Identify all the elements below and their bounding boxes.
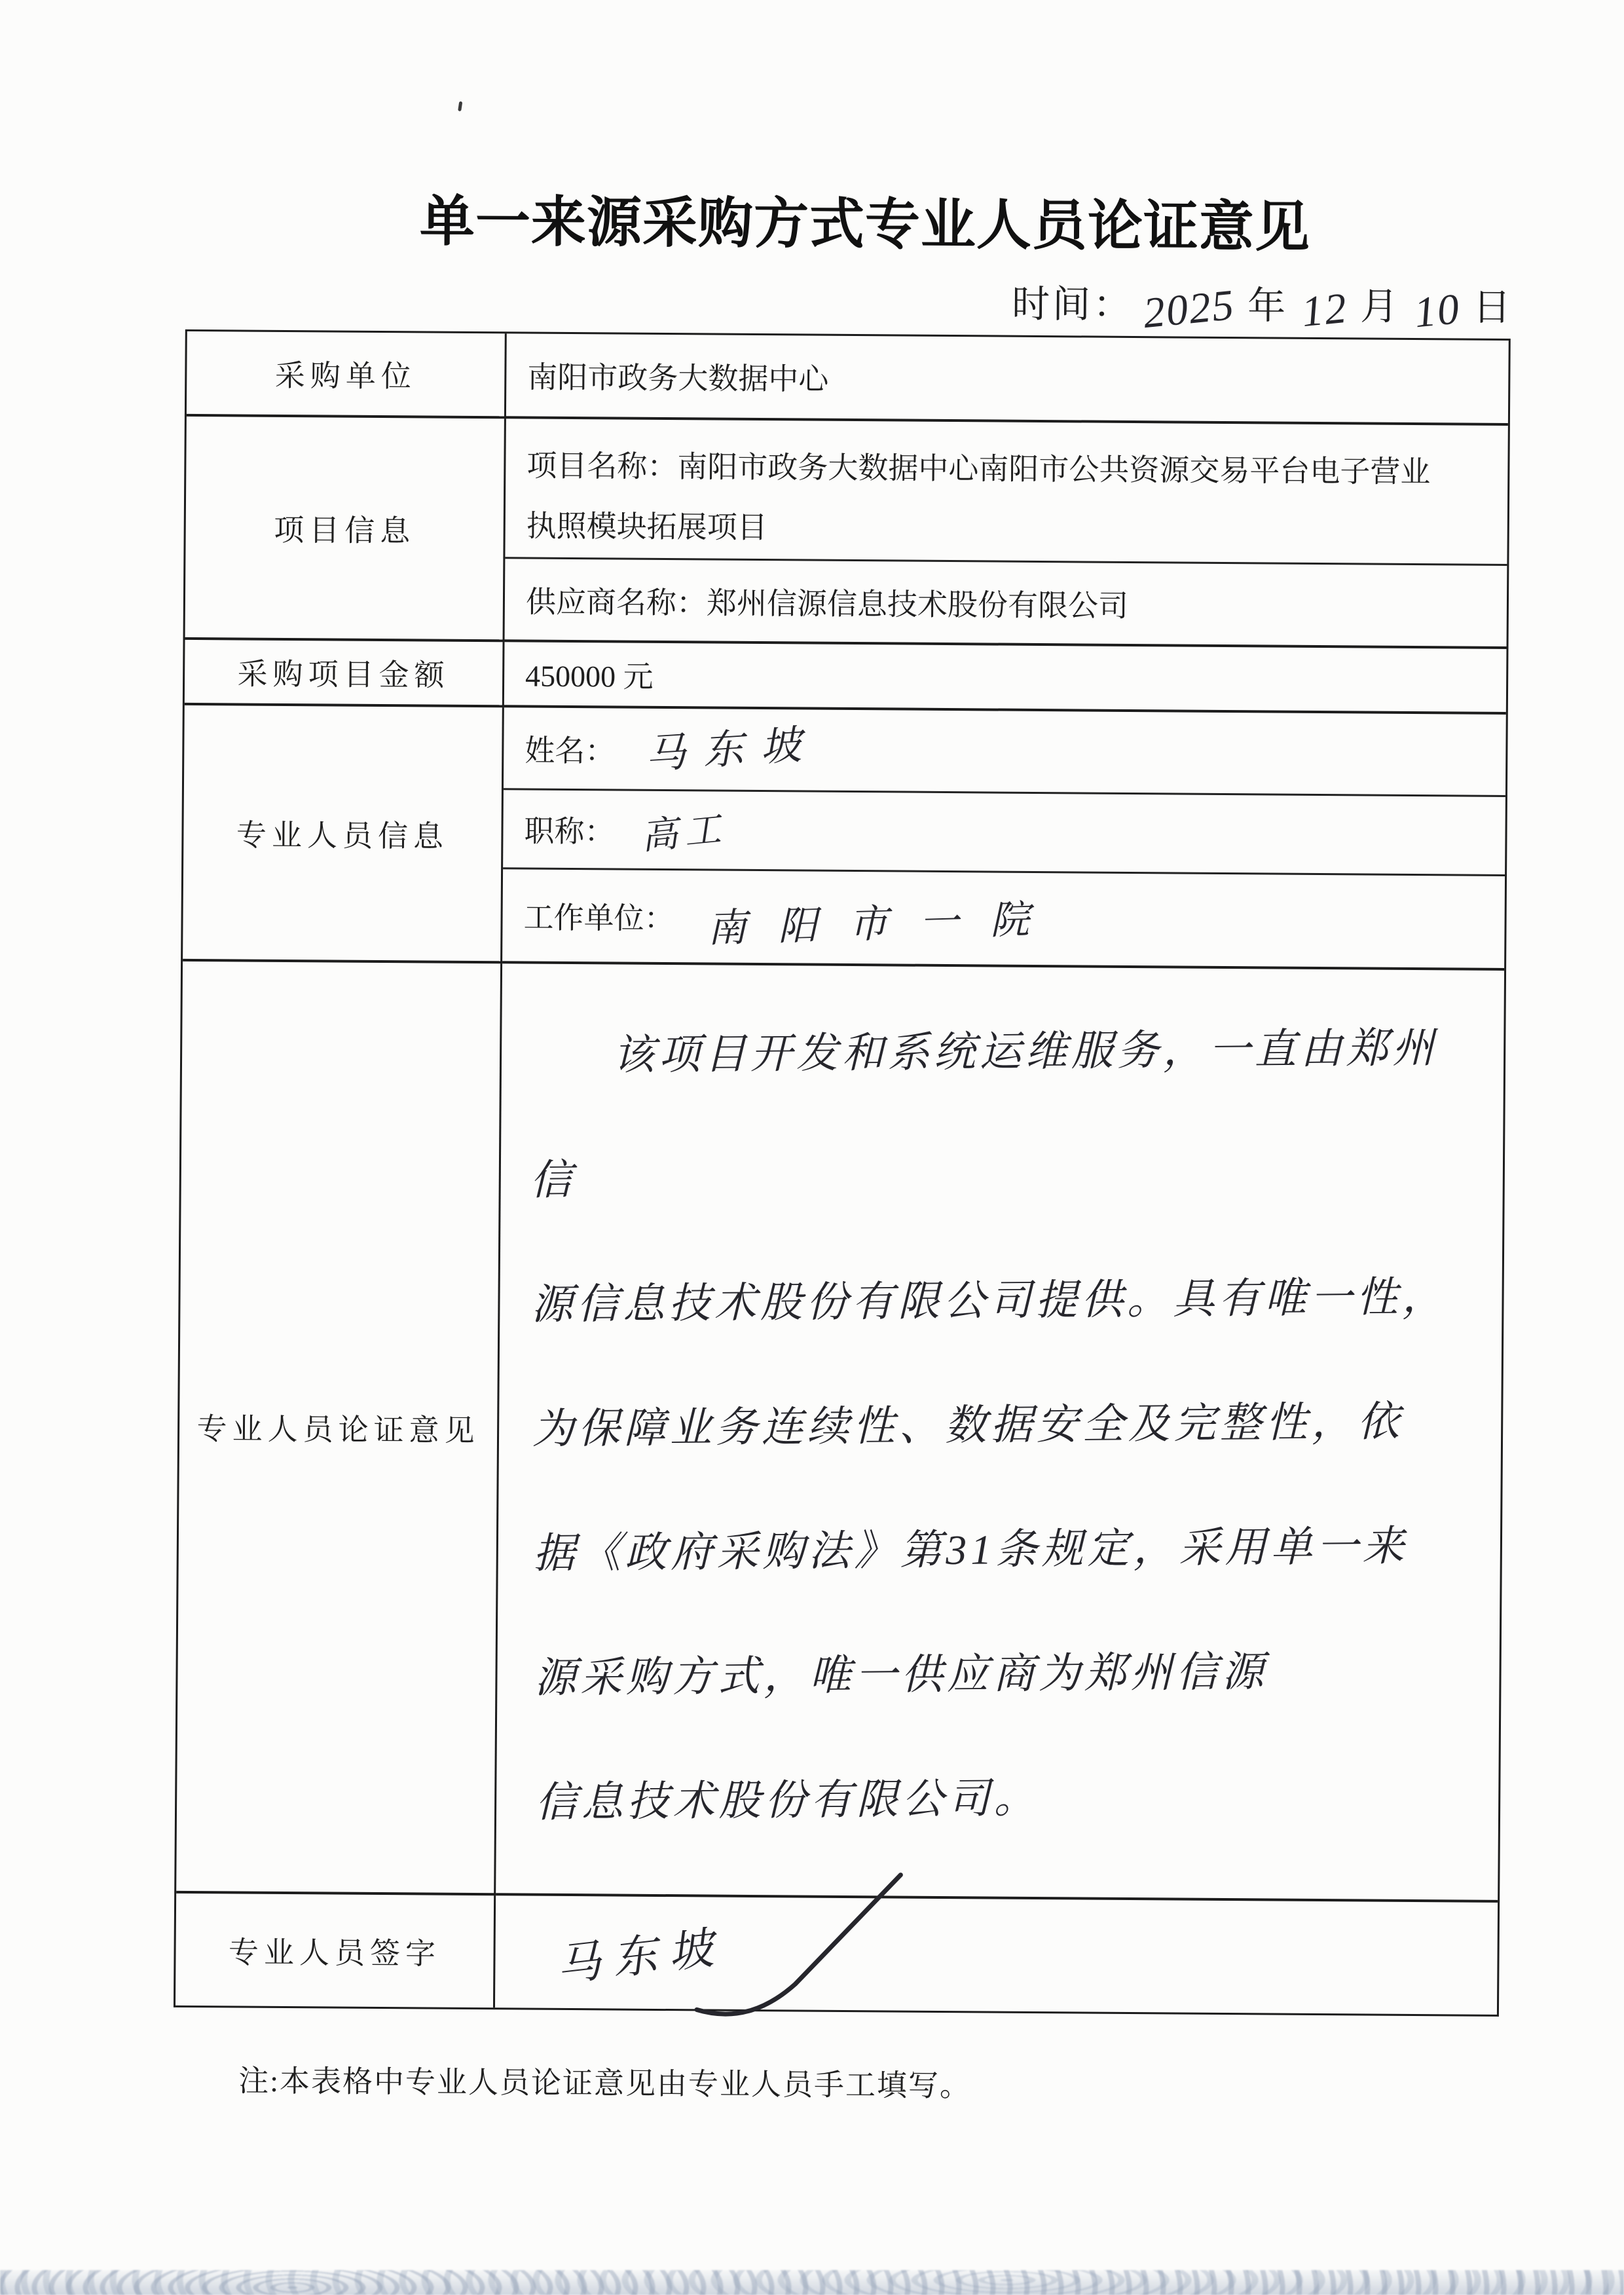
handwritten-day: 10 — [1412, 284, 1463, 337]
unit-label: 工作单位： — [523, 901, 674, 936]
form-table — [174, 329, 1511, 2017]
handwritten-signature: 马东坡 — [553, 1922, 728, 1991]
row-value-purchaser: 南阳市政务大数据中心 — [506, 333, 1509, 426]
row-label-amount: 采购项目金额 — [185, 640, 505, 707]
handwritten-title: 高工 — [639, 808, 729, 858]
ink-speck — [458, 102, 462, 112]
name-label: 姓名： — [525, 734, 616, 768]
footnote: 注:本表格中专业人员论证意见由专业人员手工填写。 — [238, 2064, 972, 2103]
row-label-project: 项目信息 — [185, 417, 506, 642]
handwritten-name: 马东坡 — [644, 722, 820, 777]
row-label-signature: 专业人员签字 — [175, 1894, 496, 2007]
row-value-signature — [495, 1895, 1498, 2015]
handwritten-opinion: 该项目开发和系统运维服务，一直由郑州信 源信息技术股份有限公司提供。具有唯一性， 为保障业务连续性、数据安全及完整性，依 据《政府采购法》第31条规定，采用单一来 源采购方式，唯一供应商为郑州信源 信息技术股份有限公司。 — [529, 1024, 1449, 1826]
project-name-cell — [505, 419, 1507, 566]
handwritten-unit: 南阳市一院 — [707, 897, 1061, 950]
handwritten-year: 2025 — [1141, 280, 1238, 338]
row-label-personnel: 专业人员信息 — [183, 705, 504, 963]
row-value-opinion — [496, 963, 1504, 1903]
project-supplier-cell: 供应商名称：郑州信源信息技术股份有限公司 — [525, 585, 1129, 623]
handwritten-month: 12 — [1299, 284, 1350, 337]
scan-artifact-band — [0, 2270, 1624, 2295]
day-unit: 日 — [1472, 286, 1514, 329]
personnel-name-cell — [504, 707, 1506, 797]
row-label-opinion: 专业人员论证意见 — [176, 961, 502, 1895]
row-label-purchaser: 采购单位 — [187, 331, 507, 419]
month-unit: 月 — [1359, 285, 1401, 328]
row-value-project — [505, 419, 1508, 649]
title-label: 职称： — [524, 814, 615, 849]
date-label: 时间： — [1011, 282, 1134, 326]
personnel-title-cell — [503, 790, 1505, 876]
year-unit: 年 — [1247, 284, 1289, 327]
project-name-text: 项目名称：南阳市政务大数据中心南阳市公共资源交易平台电子营业执照模块拓展项目 — [526, 449, 1431, 545]
personnel-unit-cell — [502, 869, 1505, 968]
row-value-personnel — [502, 707, 1506, 971]
page-title: 单一来源采购方式专业人员论证意见 — [419, 190, 1311, 258]
row-value-amount: 450000 元 — [504, 642, 1507, 715]
